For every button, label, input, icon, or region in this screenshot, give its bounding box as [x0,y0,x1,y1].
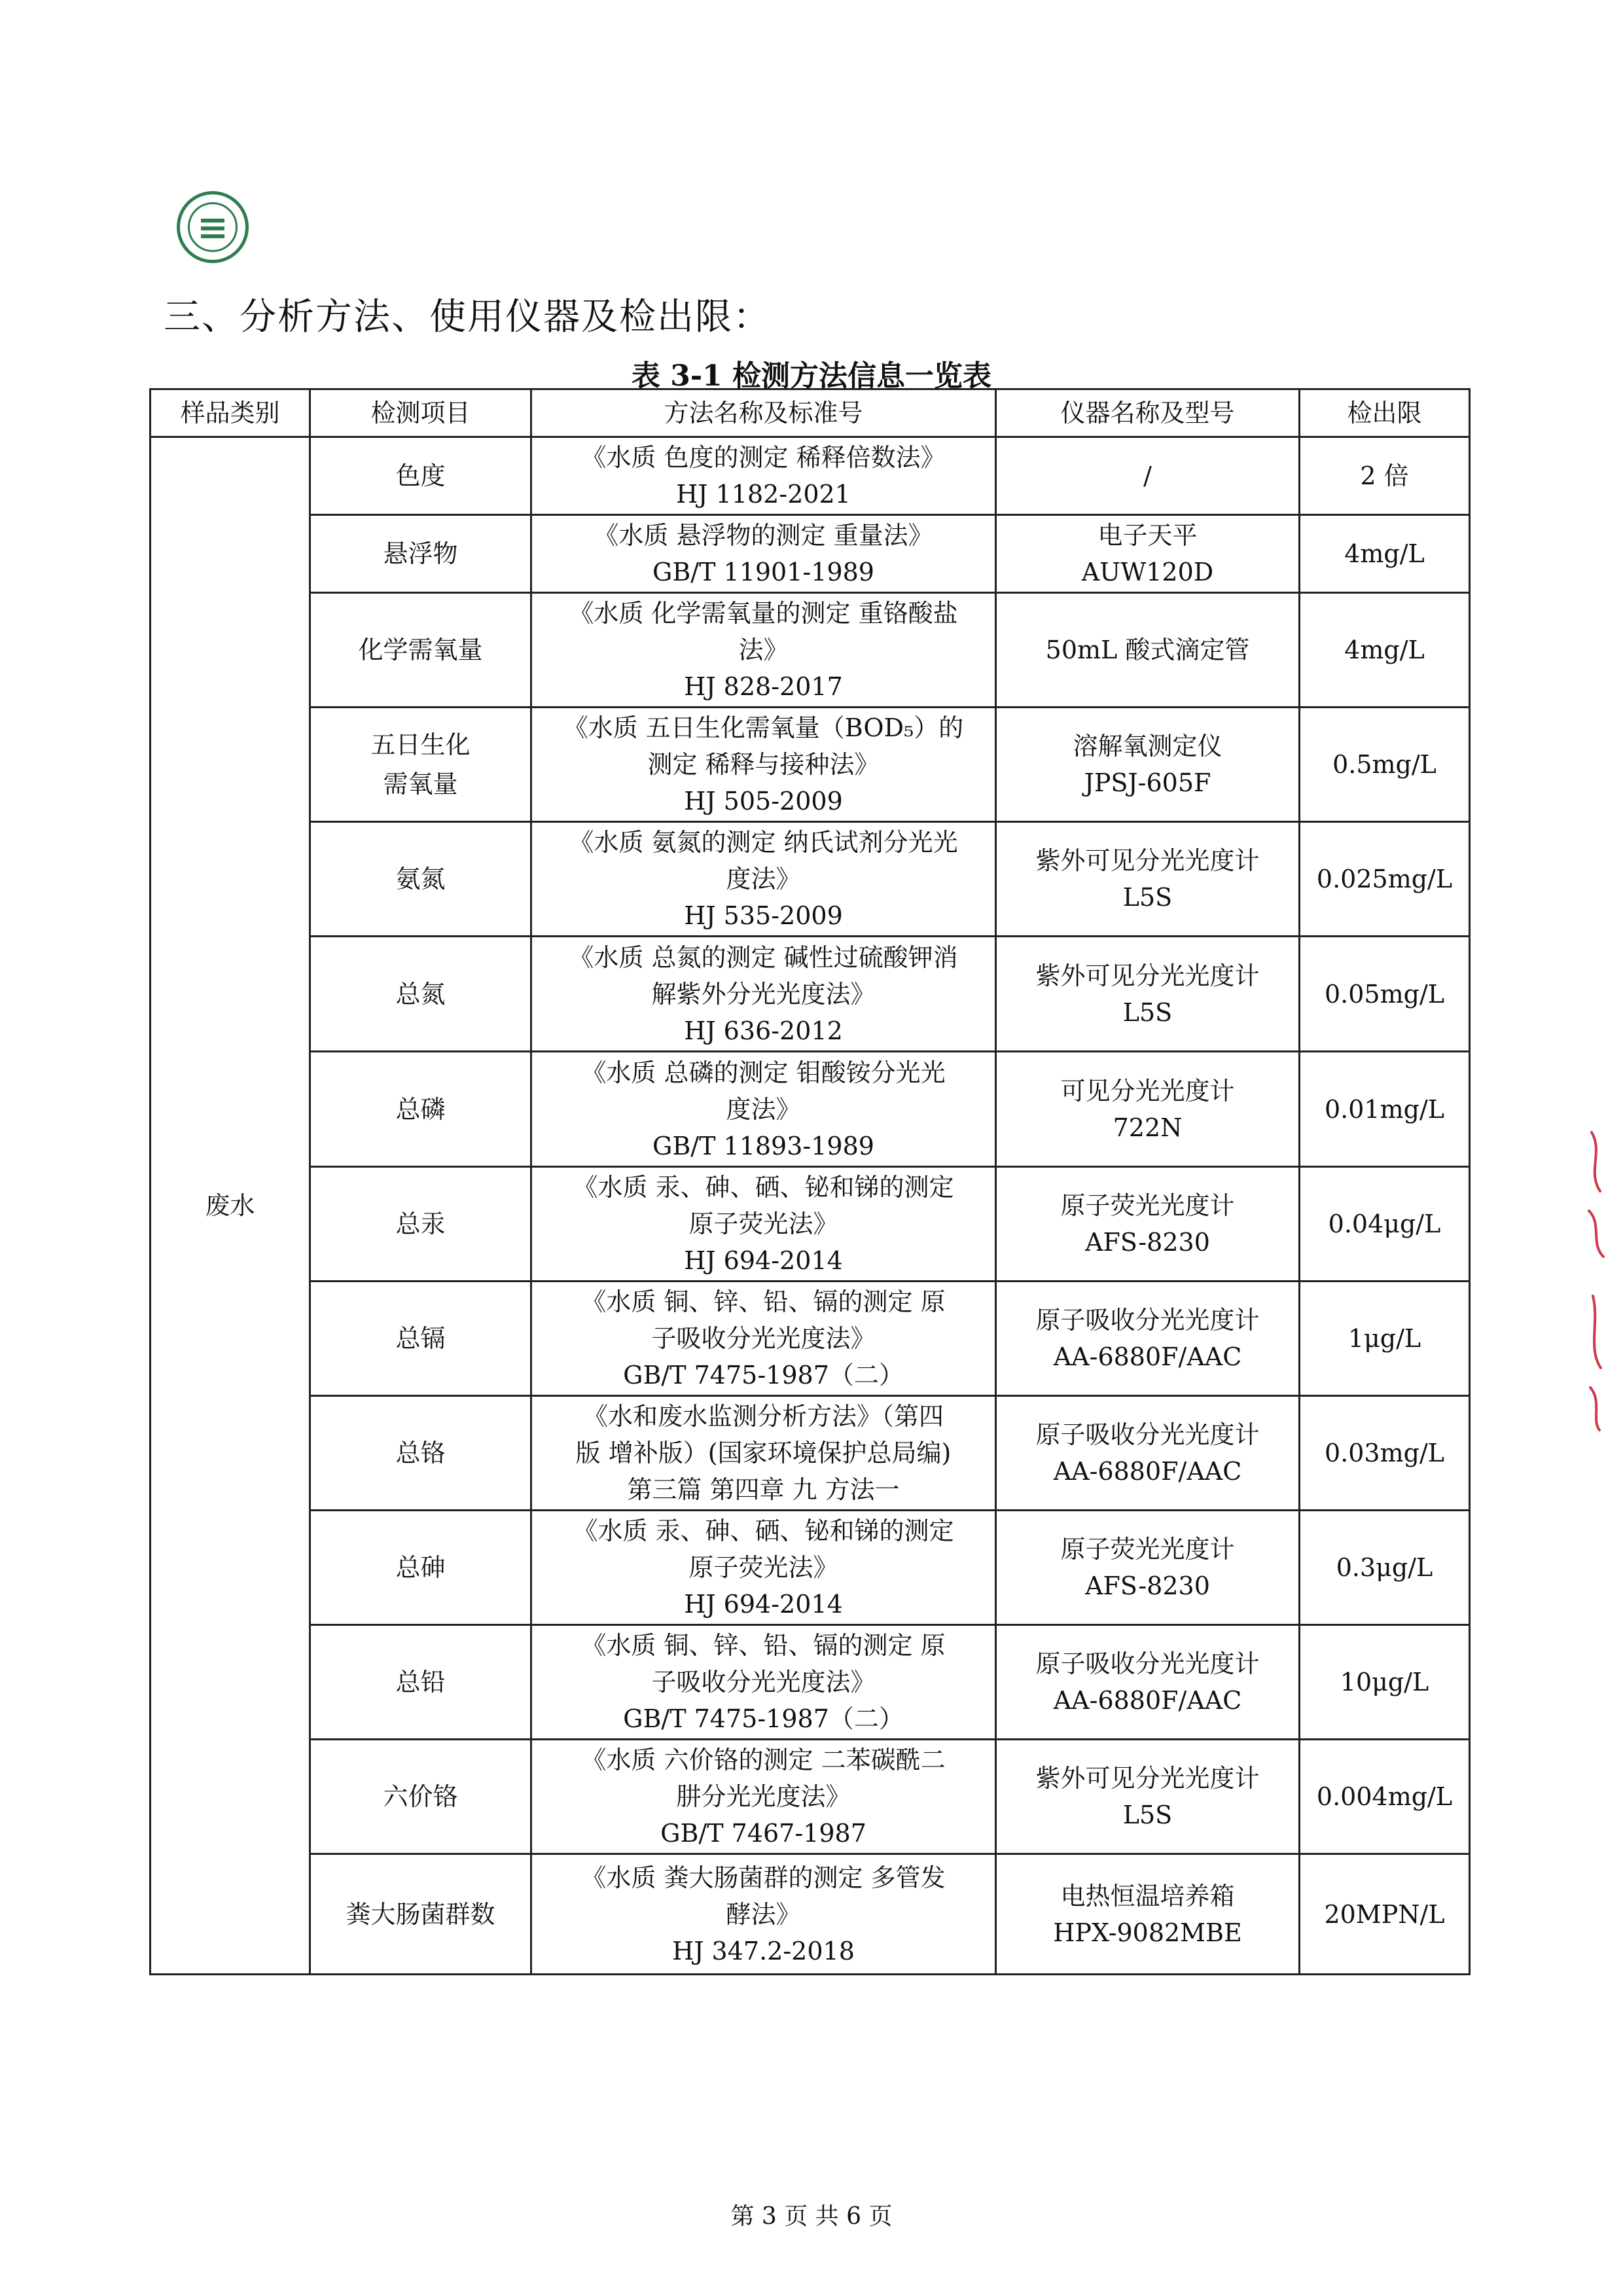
method-line: HJ 694-2014 [684,1246,843,1275]
method-cell [531,1396,996,1511]
method-line: 《水质 化学需氧量的测定 重铬酸盐 [569,599,958,628]
instrument-line: 原子吸收分光光度计 [1035,1649,1260,1678]
method-cell [531,822,996,937]
instrument-line: 紫外可见分光光度计 [1035,961,1260,990]
instrument-line: AFS-8230 [1085,1228,1210,1257]
header-detection-limit: 检出限 [1300,389,1470,437]
method-cell [531,437,996,515]
method-line: 原子荧光法》 [688,1553,838,1582]
method-line: 《水质 六价铬的测定 二苯碳酰二 [581,1746,946,1774]
method-line: GB/T 7475-1987（二） [623,1704,904,1733]
method-cell [531,1740,996,1854]
header-sample-category: 样品类别 [151,389,310,437]
instrument-line: 原子吸收分光光度计 [1035,1420,1260,1449]
method-line: 原子荧光法》 [688,1210,838,1238]
method-line: 子吸收分光光度法》 [651,1324,876,1353]
test-item-cell: 总汞 [310,1167,531,1282]
method-line: HJ 1182-2021 [676,480,851,509]
instrument-line: AFS-8230 [1085,1571,1210,1600]
instrument-line: L5S [1122,883,1173,912]
test-item-cell: 色度 [310,437,531,515]
instrument-line: 电热恒温培养箱 [1060,1881,1235,1910]
method-line: 《水质 汞、砷、硒、铋和锑的测定 [573,1516,954,1545]
instrument-cell [996,822,1300,937]
detection-limit-cell: 4mg/L [1300,515,1470,593]
instrument-line: 原子荧光光度计 [1060,1535,1235,1564]
table-row [151,822,1470,937]
logo-mark [201,219,224,223]
method-line: GB/T 11893-1989 [652,1131,874,1160]
method-line: 版 增补版）(国家环境保护总局编) [575,1439,952,1467]
method-line: 解紫外分光光度法》 [651,979,876,1009]
instrument-cell [996,1511,1300,1625]
method-line: 测定 稀释与接种法》 [647,750,880,779]
detection-limit-cell: 0.025mg/L [1300,822,1470,937]
method-line: 《水质 氨氮的测定 纳氏试剂分光光 [569,828,958,857]
method-line: HJ 694-2014 [684,1590,843,1619]
table-row [151,437,1470,515]
page-number: 第 3 页 共 6 页 [730,2203,893,2230]
method-line: 子吸收分光光度法》 [651,1668,876,1696]
handwritten-signature [1584,1126,1610,1433]
method-line: 《水质 汞、砷、硒、铋和锑的测定 [573,1173,954,1202]
method-line: 《水质 铜、锌、铅、镉的测定 原 [581,1631,946,1660]
test-item-cell: 总磷 [310,1052,531,1167]
method-line: HJ 636-2012 [684,1016,843,1045]
company-logo [177,191,249,263]
sample-category-cell: 废水 [151,437,310,1975]
logo-inner-ring [188,202,238,252]
table-body [151,437,1470,1975]
detection-limit-cell: 0.3μg/L [1300,1511,1470,1625]
table-row [151,593,1470,708]
method-cell [531,937,996,1052]
method-line: HJ 505-2009 [684,787,843,816]
method-cell [531,1854,996,1975]
detection-limit-cell: 0.01mg/L [1300,1052,1470,1167]
method-line: 《水和废水监测分析方法》（第四 [582,1402,944,1431]
test-item-cell: 粪大肠菌群数 [310,1854,531,1975]
method-line: 《水质 总氮的测定 碱性过硫酸钾消 [569,942,958,972]
detection-method-table [149,388,1471,1975]
table-row [151,1052,1470,1167]
instrument-line: 可见分光光度计 [1060,1076,1235,1105]
instrument-cell [996,515,1300,593]
table-header-row [151,389,1470,437]
instrument-line: 紫外可见分光光度计 [1035,1764,1260,1793]
method-line: GB/T 11901-1989 [652,558,874,586]
test-item-cell: 五日生化 需氧量 [310,708,531,822]
test-item-cell: 氨氮 [310,822,531,937]
table-row [151,708,1470,822]
instrument-line: HPX-9082MBE [1053,1918,1242,1947]
method-line: 《水质 五日生化需氧量（BOD₅）的 [563,713,964,742]
method-line: 度法》 [726,1094,801,1124]
method-line: 酵法》 [726,1899,801,1929]
detection-limit-cell: 0.03mg/L [1300,1396,1470,1511]
detection-limit-cell: 0.004mg/L [1300,1740,1470,1854]
method-cell [531,1282,996,1396]
instrument-line: AA-6880F/AAC [1053,1342,1242,1371]
instrument-cell [996,1740,1300,1854]
method-line: 《水质 色度的测定 稀释倍数法》 [581,443,946,472]
method-line: GB/T 7467-1987 [660,1819,866,1848]
instrument-line: 原子荧光光度计 [1060,1191,1235,1220]
instrument-line: AA-6880F/AAC [1053,1457,1242,1486]
test-item-cell: 悬浮物 [310,515,531,593]
method-line: 第三篇 第四章 九 方法一 [627,1475,900,1504]
detection-limit-cell: 10μg/L [1300,1625,1470,1740]
detection-limit-cell: 0.04μg/L [1300,1167,1470,1282]
method-line: HJ 828-2017 [684,672,843,701]
detection-limit-cell: 1μg/L [1300,1282,1470,1396]
header-test-item: 检测项目 [310,389,531,437]
table-row [151,1511,1470,1625]
instrument-line: 紫外可见分光光度计 [1035,846,1260,875]
instrument-cell [996,1625,1300,1740]
method-line: 肼分光光度法》 [676,1782,851,1811]
table-caption: 表 3-1 检测方法信息一览表 [631,359,992,393]
method-line: 法》 [738,636,789,664]
method-line: HJ 535-2009 [684,901,843,930]
instrument-line: / [1143,461,1152,490]
instrument-cell [996,1052,1300,1167]
header-instrument: 仪器名称及型号 [996,389,1300,437]
instrument-cell [996,1854,1300,1975]
detection-limit-cell: 0.05mg/L [1300,937,1470,1052]
instrument-line: AA-6880F/AAC [1053,1686,1242,1715]
table-row [151,1282,1470,1396]
instrument-line: L5S [1122,1801,1173,1829]
table-row [151,1396,1470,1511]
method-line: HJ 347.2-2018 [672,1936,855,1965]
method-line: 《水质 总磷的测定 钼酸铵分光光 [581,1058,946,1087]
table-row [151,1625,1470,1740]
test-item-cell: 化学需氧量 [310,593,531,708]
method-cell [531,515,996,593]
method-line: 《水质 粪大肠菌群的测定 多管发 [581,1863,946,1892]
test-item-cell: 六价铬 [310,1740,531,1854]
instrument-cell [996,708,1300,822]
table-row [151,1854,1470,1975]
instrument-line: 电子天平 [1097,521,1198,550]
method-line: 度法》 [726,865,801,893]
table-row [151,515,1470,593]
table-row [151,1167,1470,1282]
logo-mark [201,226,224,230]
method-cell [531,593,996,708]
test-item-cell: 总铅 [310,1625,531,1740]
detection-limit-cell: 4mg/L [1300,593,1470,708]
instrument-cell [996,1282,1300,1396]
instrument-cell [996,593,1300,708]
instrument-line: JPSJ-605F [1084,768,1211,797]
method-cell [531,708,996,822]
test-item-cell: 总镉 [310,1282,531,1396]
method-line: GB/T 7475-1987（二） [623,1361,904,1390]
detection-limit-cell: 20MPN/L [1300,1854,1470,1975]
instrument-line: 溶解氧测定仪 [1073,732,1222,761]
method-cell [531,1052,996,1167]
section-title: 三、分析方法、使用仪器及检出限： [164,296,771,338]
test-item-cell: 总铬 [310,1396,531,1511]
test-item-cell: 总砷 [310,1511,531,1625]
method-cell [531,1625,996,1740]
method-line: 《水质 悬浮物的测定 重量法》 [594,521,933,550]
instrument-cell [996,937,1300,1052]
logo-mark [201,234,224,238]
header-method: 方法名称及标准号 [531,389,996,437]
instrument-line: 原子吸收分光光度计 [1035,1306,1260,1335]
instrument-line: 50mL 酸式滴定管 [1045,636,1250,664]
instrument-cell [996,437,1300,515]
detection-limit-cell: 2 倍 [1300,437,1470,515]
instrument-line: AUW120D [1081,558,1214,586]
table-row [151,1740,1470,1854]
detection-limit-cell: 0.5mg/L [1300,708,1470,822]
table-row [151,937,1470,1052]
instrument-line: L5S [1122,997,1173,1027]
instrument-cell [996,1396,1300,1511]
test-item-cell: 总氮 [310,937,531,1052]
method-cell [531,1167,996,1282]
instrument-line: 722N [1113,1113,1183,1142]
method-cell [531,1511,996,1625]
instrument-cell [996,1167,1300,1282]
method-line: 《水质 铜、锌、铅、镉的测定 原 [581,1287,946,1316]
